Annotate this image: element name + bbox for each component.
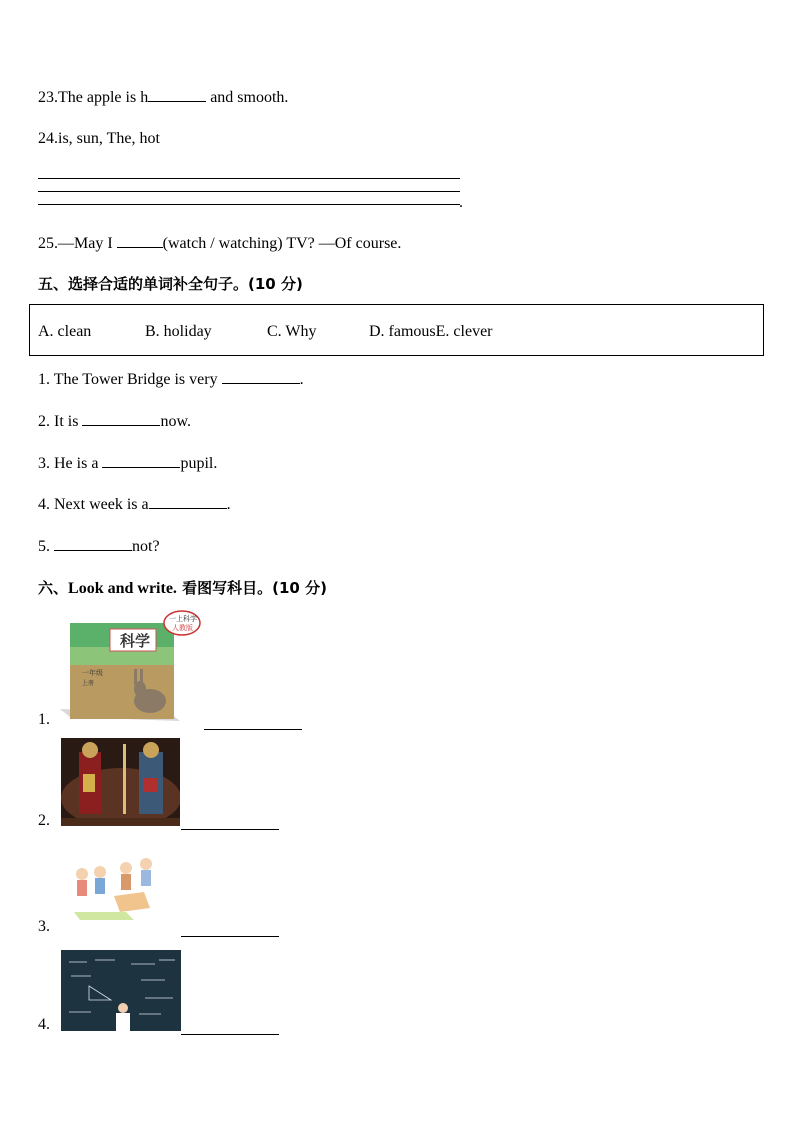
section-number: 六、	[38, 579, 69, 597]
answer-blank[interactable]	[54, 536, 132, 551]
picture-1-answer-line[interactable]	[204, 728, 302, 730]
sentence-text: .	[226, 496, 231, 513]
writing-line[interactable]	[38, 166, 460, 179]
q23-text-before: 23.The apple is h	[38, 89, 149, 106]
sentence-text: not?	[132, 538, 160, 555]
math-blackboard-image	[61, 950, 181, 1031]
sentence-3	[38, 453, 217, 474]
q23-text-after: and smooth.	[206, 89, 289, 106]
sentence-5	[38, 536, 160, 557]
word-options-box	[29, 304, 764, 356]
sentence-text: 3. He is a	[38, 455, 103, 472]
section-title-chinese: 看图写科目。(10 分)	[176, 579, 327, 597]
option-a: A. clean	[38, 323, 92, 340]
peking-opera-image	[61, 738, 180, 826]
picture-2-number: 2.	[38, 812, 50, 829]
textbook-title: 科学	[120, 632, 151, 650]
sentence-text: pupil.	[180, 455, 218, 472]
option-b: B. holiday	[145, 323, 212, 340]
question-25	[38, 233, 401, 254]
q25-text-before: 25.—May I	[38, 235, 117, 252]
picture-3-answer-line[interactable]	[181, 935, 279, 937]
science-textbook-image	[60, 609, 202, 724]
option-c: C. Why	[267, 323, 317, 340]
option-d-e: D. famousE. clever	[369, 323, 493, 340]
sentence-text: 5.	[38, 538, 54, 555]
answer-blank[interactable]	[102, 453, 180, 468]
answer-blank[interactable]	[117, 233, 163, 248]
sentence-text: .	[299, 371, 304, 388]
badge-line-2: 人教版	[172, 624, 193, 632]
question-24: 24.is, sun, The, hot	[38, 130, 160, 147]
children-experiment-image	[66, 852, 162, 922]
answer-blank[interactable]	[222, 369, 300, 384]
writing-line[interactable]	[38, 192, 460, 205]
section-5-heading: 五、选择合适的单词补全句子。(10 分)	[38, 275, 303, 293]
answer-blank[interactable]	[148, 87, 206, 102]
textbook-grade: 一年级	[82, 669, 103, 677]
picture-3-number: 3.	[38, 918, 50, 935]
sentence-2	[38, 411, 191, 432]
sentence-text: now.	[160, 413, 191, 430]
q25-text-after: (watch / watching) TV? —Of course.	[162, 235, 402, 252]
q24-period: .	[459, 194, 463, 211]
sentence-4	[38, 494, 231, 515]
section-6-heading	[38, 577, 327, 598]
section-title-english: Look and write.	[68, 580, 177, 597]
answer-blank[interactable]	[149, 494, 227, 509]
sentence-text: 1. The Tower Bridge is very	[38, 371, 222, 388]
question-23	[38, 87, 288, 108]
picture-4-answer-line[interactable]	[181, 1033, 279, 1035]
writing-line[interactable]	[38, 179, 460, 192]
sentence-text: 4. Next week is a	[38, 496, 149, 513]
picture-1-number: 1.	[38, 711, 50, 728]
sentence-text: 2. It is	[38, 413, 83, 430]
textbook-volume: 上册	[82, 680, 95, 687]
picture-2-answer-line[interactable]	[181, 828, 279, 830]
answer-blank[interactable]	[82, 411, 160, 426]
picture-4-number: 4.	[38, 1016, 50, 1033]
badge-line-1: 一上科学	[169, 615, 197, 623]
sentence-1	[38, 369, 304, 390]
writing-lines[interactable]	[38, 166, 460, 205]
